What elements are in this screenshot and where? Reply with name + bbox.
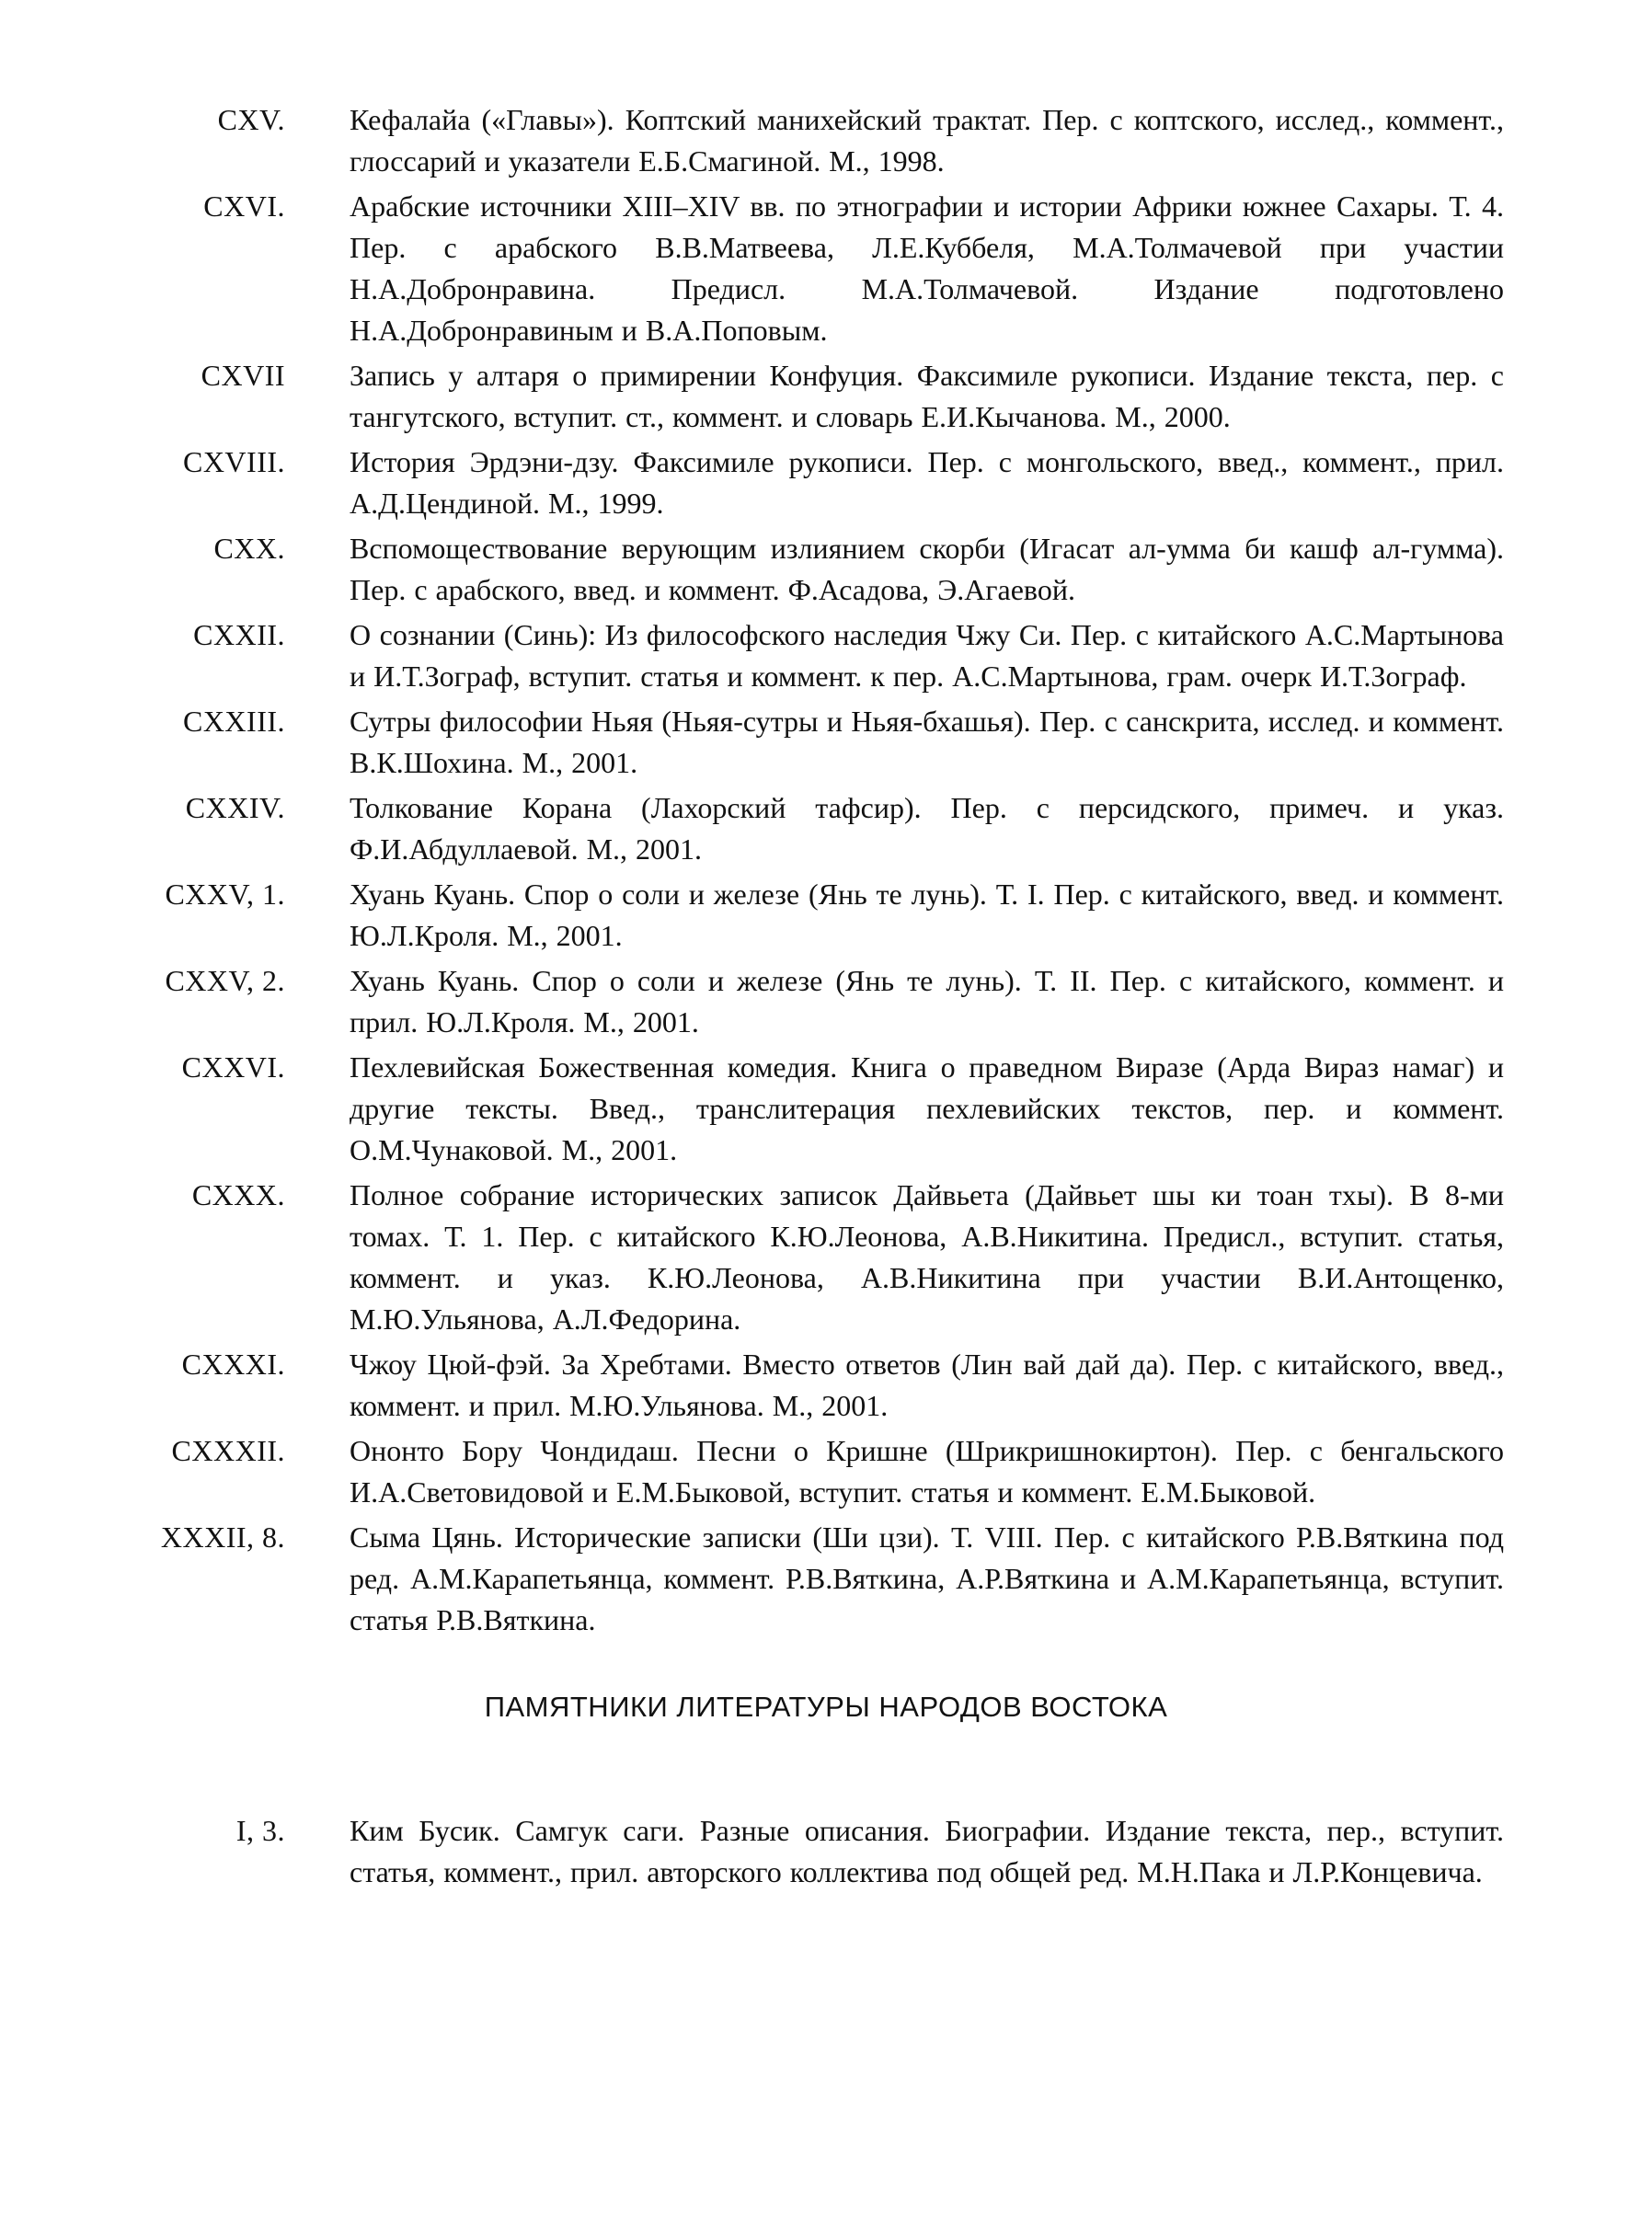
entry-text: История Эрдэни-дзу. Факсимиле рукописи. Пер. с монгольского, введ., коммент., прил. А.Д.Цендиной. М., 1999. bbox=[350, 445, 1504, 520]
list-item bbox=[0, 960, 1652, 1043]
section-title: ПАМЯТНИКИ ЛИТЕРАТУРЫ НАРОДОВ ВОСТОКА bbox=[484, 1691, 1168, 1723]
list-item bbox=[0, 1517, 1652, 1641]
entry-text: Сутры философии Ньяя (Ньяя-сутры и Ньяя-бхашья). Пер. с санскрита, исслед. и коммент. В.К.Шохина. М., 2001. bbox=[350, 705, 1504, 779]
entry-text: Вспомоществование верующим излиянием скорби (Игасат ал-умма би кашф ал-гумма). Пер. с арабского, введ. и коммент. Ф.Асадова, Э.Агаевой. bbox=[350, 532, 1504, 606]
list-item bbox=[0, 1810, 1652, 1893]
list-item bbox=[0, 614, 1652, 697]
entry-number: CXV. bbox=[217, 103, 285, 136]
entry-text: Сыма Цянь. Исторические записки (Ши цзи). Т. VIII. Пер. с китайского Р.В.Вяткина под ред. А.М.Карапетьянца, коммент. Р.В.Вяткина, А.Р.Вяткина и А.М.Карапетьянца, вступит. статья Р.В.Вяткина. bbox=[350, 1520, 1504, 1636]
entry-text: Полное собрание исторических записок Дайвьета (Дайвьет шы ки тоан тхы). В 8-ми томах. Т. 1. Пер. с китайского К.Ю.Леонова, А.В.Никитина. Предисл., вступит. статья, коммент. и указ. К.Ю.Леонова, А.В.Никитина при участии В.И.Антощенко, М.Ю.Ульянова, А.Л.Федорина. bbox=[350, 1178, 1504, 1336]
entry-number: CXX. bbox=[213, 532, 285, 565]
entry-number: CXXV, 2. bbox=[165, 964, 285, 997]
entry-list-section-2 bbox=[0, 1810, 1652, 1897]
entry-text: Запись у алтаря о примирении Конфуция. Факсимиле рукописи. Издание текста, пер. с тангутского, вступит. ст., коммент. и словарь Е.И.Кычанова. М., 2000. bbox=[350, 359, 1504, 433]
entry-text: Толкование Корана (Лахорский тафсир). Пер. с персидского, примеч. и указ. Ф.И.Абдуллаевой. М., 2001. bbox=[350, 791, 1504, 866]
entry-number: CXXVI. bbox=[181, 1050, 285, 1084]
list-item bbox=[0, 1344, 1652, 1427]
entry-number: CXXV, 1. bbox=[165, 878, 285, 911]
entry-text: О сознании (Синь): Из философского наследия Чжу Си. Пер. с китайского А.С.Мартынова и И.Т.Зограф, вступит. статья и коммент. к пер. А.С.Мартынова, грам. очерк И.Т.Зограф. bbox=[350, 618, 1504, 693]
list-item bbox=[0, 787, 1652, 870]
list-item bbox=[0, 1047, 1652, 1171]
entry-number: CXXXI. bbox=[181, 1348, 285, 1381]
entry-number: CXXIV. bbox=[185, 791, 285, 824]
list-item bbox=[0, 186, 1652, 351]
entry-number: XXXII, 8. bbox=[160, 1520, 285, 1554]
entry-text: Пехлевийская Божественная комедия. Книга о праведном Виразе (Арда Вираз намаг) и другие тексты. Введ., транслитерация пехлевийских текстов, пер. и коммент. О.М.Чунаковой. М., 2001. bbox=[350, 1050, 1504, 1166]
list-item bbox=[0, 701, 1652, 784]
entry-number: CXVIII. bbox=[182, 445, 285, 478]
entry-number: CXXIII. bbox=[182, 705, 285, 738]
entry-number: I, 3. bbox=[235, 1814, 285, 1847]
list-item bbox=[0, 442, 1652, 524]
list-item bbox=[0, 355, 1652, 438]
entry-number: CXVII bbox=[201, 359, 285, 392]
entry-text: Чжоу Цюй-фэй. За Хребтами. Вместо ответов (Лин вай дай да). Пер. с китайского, введ., коммент. и прил. М.Ю.Ульянова. М., 2001. bbox=[350, 1348, 1504, 1422]
list-item bbox=[0, 99, 1652, 182]
list-item bbox=[0, 1175, 1652, 1340]
entry-number: CXVI. bbox=[203, 189, 285, 223]
entry-number: CXXXII. bbox=[171, 1434, 285, 1467]
entry-text: Хуань Куань. Спор о соли и железе (Янь те лунь). Т. I. Пер. с китайского, введ. и коммент. Ю.Л.Кроля. М., 2001. bbox=[350, 878, 1504, 952]
entry-text: Ононто Бору Чондидаш. Песни о Кришне (Шрикришнокиртон). Пер. с бенгальского И.А.Световидовой и Е.М.Быковой, вступит. статья и коммент. Е.М.Быковой. bbox=[350, 1434, 1504, 1509]
entry-text: Кефалайа («Главы»). Коптский манихейский трактат. Пер. с коптского, исслед., коммент., глоссарий и указатели Е.Б.Смагиной. М., 1998. bbox=[350, 103, 1504, 178]
list-item bbox=[0, 528, 1652, 611]
entry-text: Арабские источники XIII–XIV вв. по этнографии и истории Африки южнее Сахары. Т. 4. Пер. с арабского В.В.Матвеева, Л.Е.Куббеля, М.А.Толмачевой при участии Н.А.Добронравина. Предисл. М.А.Толмачевой. Издание подготовлено Н.А.Добронравиным и В.А.Поповым. bbox=[350, 189, 1504, 347]
entry-text: Хуань Куань. Спор о соли и железе (Янь те лунь). Т. II. Пер. с китайского, коммент. и прил. Ю.Л.Кроля. М., 2001. bbox=[350, 964, 1504, 1038]
list-item bbox=[0, 1430, 1652, 1513]
entry-text: Ким Бусик. Самгук саги. Разные описания. Биографии. Издание текста, пер., вступит. статья, коммент., прил. авторского коллектива под общей ред. М.Н.Пака и Л.Р.Концевича. bbox=[350, 1814, 1504, 1888]
entry-number: CXXII. bbox=[193, 618, 285, 651]
entry-list bbox=[0, 99, 1652, 1645]
entry-number: CXXX. bbox=[191, 1178, 285, 1211]
list-item bbox=[0, 874, 1652, 957]
